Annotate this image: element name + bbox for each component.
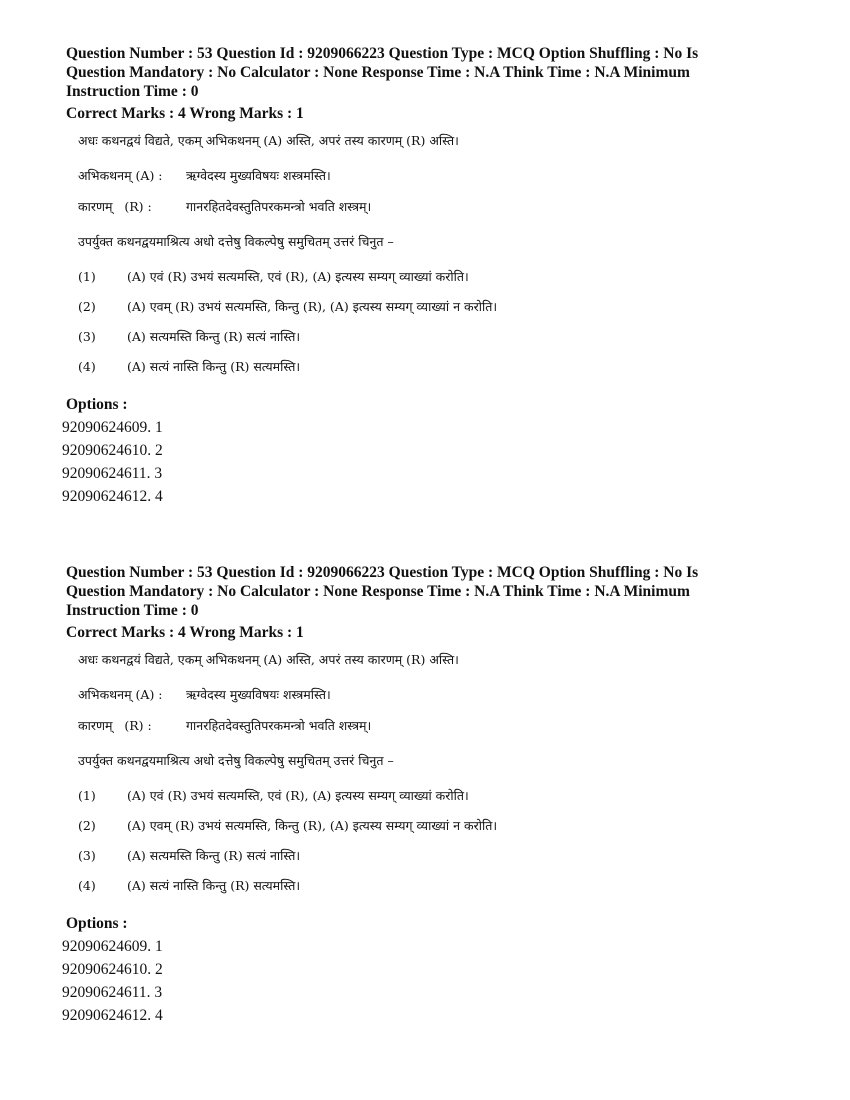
question-header <box>66 44 786 123</box>
choice-number: (1) <box>78 788 96 803</box>
choice-item <box>78 329 786 359</box>
choice-text: (A) सत्यं नास्ति किन्तु (R) सत्यमस्ति। <box>127 878 301 893</box>
header-line: Question Mandatory : No Calculator : None Response Time : N.A Think Time : N.A Minimum <box>66 64 690 81</box>
choice-text: (A) सत्यमस्ति किन्तु (R) सत्यं नास्ति। <box>127 848 301 863</box>
choice-item <box>78 788 786 818</box>
question-intro: अधः कथनद्वयं विद्यते, एकम् अभिकथनम् (A) अस्ति, अपरं तस्य कारणम् (R) अस्ति। <box>78 652 459 667</box>
choice-list <box>78 788 786 908</box>
options-list <box>62 935 786 1027</box>
options-title: Options : <box>66 396 128 413</box>
reason-row <box>78 718 786 734</box>
choice-item <box>78 878 786 908</box>
choice-item <box>78 818 786 848</box>
choice-item <box>78 299 786 329</box>
choice-text: (A) एवं (R) उभयं सत्यमस्ति, एवं (R), (A) इत्यस्य सम्यग् व्याख्यां करोति। <box>127 788 469 803</box>
header-line: Question Number : 53 Question Id : 9209066223 Question Type : MCQ Option Shuffling : No Is <box>66 564 699 581</box>
option-id-line: 92090624610. 2 <box>62 442 163 459</box>
option-id-line: 92090624612. 4 <box>62 488 163 505</box>
choice-text: (A) एवम् (R) उभयं सत्यमस्ति, किन्तु (R), (A) इत्यस्य सम्यग् व्याख्यां न करोति। <box>127 299 498 314</box>
choice-item <box>78 269 786 299</box>
option-id-line: 92090624609. 1 <box>62 419 163 436</box>
question-text: उपर्युक्त कथनद्वयमाश्रित्य अधो दत्तेषु विकल्पेषु समुचितम् उत्तरं चिनुत – <box>78 234 394 249</box>
choice-number: (2) <box>78 299 96 314</box>
choice-item <box>78 359 786 389</box>
header-line: Question Number : 53 Question Id : 9209066223 Question Type : MCQ Option Shuffling : No Is <box>66 45 699 62</box>
assertion-row <box>78 687 786 703</box>
reason-label: कारणम् (R) : <box>78 199 152 214</box>
assertion-text: ऋग्वेदस्य मुख्यविषयः शस्त्रमस्ति। <box>186 687 331 702</box>
reason-label: कारणम् (R) : <box>78 718 152 733</box>
header-line: Instruction Time : 0 <box>66 83 199 100</box>
choice-number: (4) <box>78 359 96 374</box>
question-intro: अधः कथनद्वयं विद्यते, एकम् अभिकथनम् (A) अस्ति, अपरं तस्य कारणम् (R) अस्ति। <box>78 133 459 148</box>
question-block-2 <box>62 563 786 1027</box>
choice-number: (3) <box>78 848 96 863</box>
choice-number: (4) <box>78 878 96 893</box>
option-id-line: 92090624610. 2 <box>62 961 163 978</box>
header-line: Instruction Time : 0 <box>66 602 199 619</box>
question-header <box>66 563 786 642</box>
choice-text: (A) एवं (R) उभयं सत्यमस्ति, एवं (R), (A) इत्यस्य सम्यग् व्याख्यां करोति। <box>127 269 469 284</box>
reason-text: गानरहितदेवस्तुतिपरकमन्त्रो भवति शस्त्रम्। <box>186 718 372 733</box>
option-id-line: 92090624609. 1 <box>62 938 163 955</box>
choice-number: (2) <box>78 818 96 833</box>
reason-row <box>78 199 786 215</box>
choice-text: (A) सत्यं नास्ति किन्तु (R) सत्यमस्ति। <box>127 359 301 374</box>
assertion-row <box>78 168 786 184</box>
choice-text: (A) एवम् (R) उभयं सत्यमस्ति, किन्तु (R), (A) इत्यस्य सम्यग् व्याख्यां न करोति। <box>127 818 498 833</box>
question-block-1 <box>62 44 786 508</box>
assertion-text: ऋग्वेदस्य मुख्यविषयः शस्त्रमस्ति। <box>186 168 331 183</box>
option-id-line: 92090624611. 3 <box>62 465 163 482</box>
reason-text: गानरहितदेवस्तुतिपरकमन्त्रो भवति शस्त्रम्। <box>186 199 372 214</box>
options-title: Options : <box>66 915 128 932</box>
choice-list <box>78 269 786 389</box>
choice-number: (3) <box>78 329 96 344</box>
choice-item <box>78 848 786 878</box>
option-id-line: 92090624611. 3 <box>62 984 163 1001</box>
option-id-line: 92090624612. 4 <box>62 1007 163 1024</box>
assertion-label: अभिकथनम् (A) : <box>78 687 163 702</box>
options-list <box>62 416 786 508</box>
choice-number: (1) <box>78 269 96 284</box>
marks-line: Correct Marks : 4 Wrong Marks : 1 <box>66 624 304 641</box>
header-line: Question Mandatory : No Calculator : None Response Time : N.A Think Time : N.A Minimum <box>66 583 690 600</box>
marks-line: Correct Marks : 4 Wrong Marks : 1 <box>66 105 304 122</box>
question-text: उपर्युक्त कथनद्वयमाश्रित्य अधो दत्तेषु विकल्पेषु समुचितम् उत्तरं चिनुत – <box>78 753 394 768</box>
assertion-label: अभिकथनम् (A) : <box>78 168 163 183</box>
choice-text: (A) सत्यमस्ति किन्तु (R) सत्यं नास्ति। <box>127 329 301 344</box>
